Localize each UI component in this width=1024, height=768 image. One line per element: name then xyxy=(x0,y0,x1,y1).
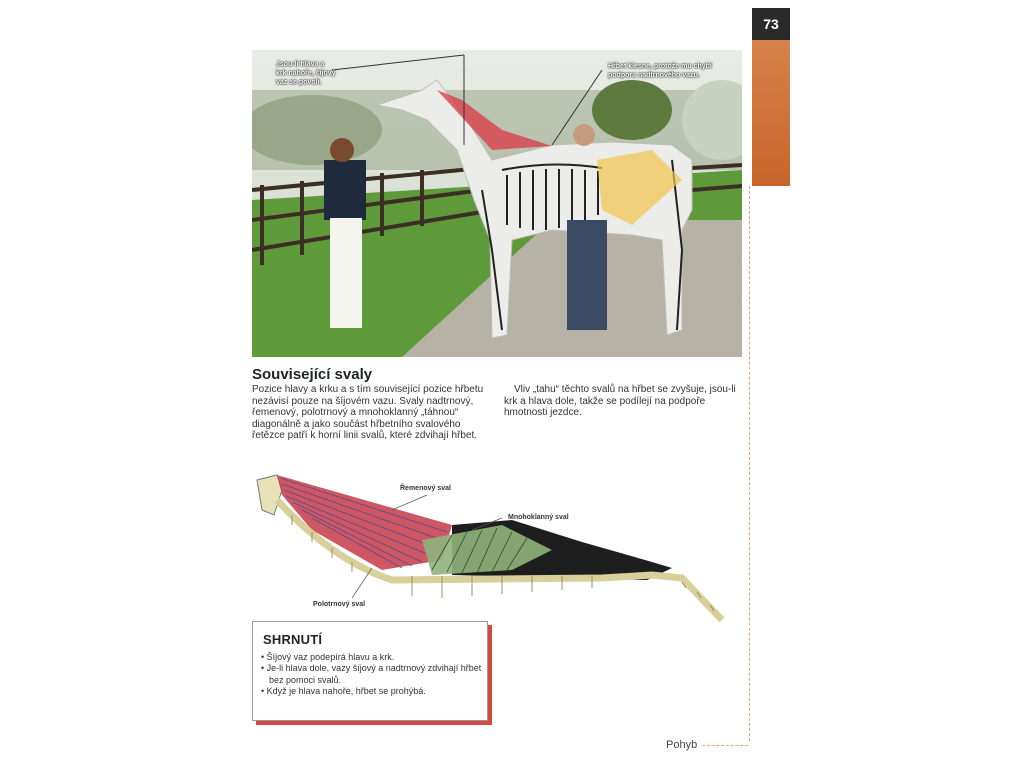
paragraph-right: Vliv „tahu“ těchto svalů na hřbet se zvyšuje, jsou-li krk a hlava dole, takže se podílejí na podpoře hmotnosti jezdce. xyxy=(504,384,736,419)
label-remenovy-sval: Řemenový sval xyxy=(400,485,451,492)
photo-callout-left: Jsou-li hlava a krk nahoře, šíjový vaz se povolí. xyxy=(276,61,336,86)
label-polotrnovy-sval: Polotrnový sval xyxy=(313,601,366,608)
summary-box xyxy=(252,621,488,721)
summary-title: SHRNUTÍ xyxy=(263,632,323,647)
label-mnohoklanny-sval: Mnohoklanný sval xyxy=(508,514,569,521)
section-title: Související svaly xyxy=(252,366,373,383)
summary-list xyxy=(261,652,483,698)
page-number: 73 xyxy=(752,8,790,40)
horse-skeleton-photo xyxy=(252,50,742,357)
summary-item: • Když je hlava nahoře, hřbet se prohýbá. xyxy=(261,686,426,697)
summary-item: • Šíjový vaz podepírá hlavu a krk. xyxy=(261,652,395,662)
paragraph-left: Pozice hlavy a krku a s tím související pozice hřbetu nezávisí pouze na šíjovém vazu. Svaly nadtrnový, řemenový, polotrnový a mnohoklanný „táhnou“ diagonálně a jako součást hřbetního svalového řetězce patří k horní linii svalů, které zdvihají hřbet. xyxy=(252,384,484,442)
page-edge-dashed-line xyxy=(749,186,750,741)
summary-item: • Je-li hlava dole, vazy šíjový a nadtrnový zdvihají hřbet bez pomoci svalů. xyxy=(261,663,482,685)
photo-callout-right: Hřbet klesne, protože mu chybí podpora nadtrnového vazu. xyxy=(608,63,712,79)
footer-dashed-line xyxy=(702,745,748,746)
footer-chapter-name: Pohyb xyxy=(666,739,698,751)
